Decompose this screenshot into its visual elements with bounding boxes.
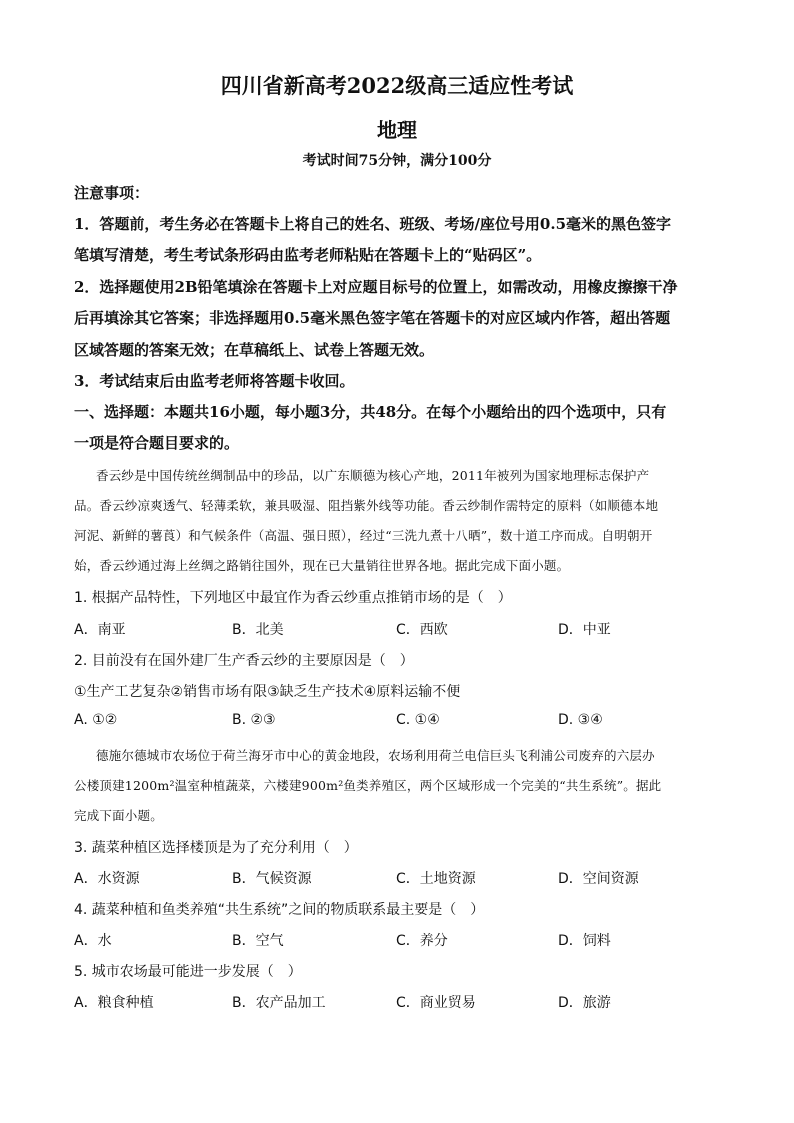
option-b: B．农产品加工 xyxy=(232,995,326,1011)
option-a: A．水资源 xyxy=(74,871,140,887)
passage-line: 香云纱是中国传统丝绸制品中的珍品，以广东顺德为核心产地，2011年被列为国家地理标志保护产 xyxy=(96,468,650,483)
question-options xyxy=(74,712,724,732)
option-c: C．土地资源 xyxy=(396,871,476,887)
passage-line: 品。香云纱凉爽透气、轻薄柔软，兼具吸湿、阻挡紫外线等功能。香云纱制作需特定的原料（如顺德本地 xyxy=(74,498,659,513)
option-c: C．养分 xyxy=(396,933,448,949)
option-a: A．水 xyxy=(74,933,112,949)
option-b: B．北美 xyxy=(232,622,284,638)
passage-line: 公楼顶建1200m²温室种植蔬菜，六楼建900m²鱼类养殖区，两个区域形成一个完美的“共生系统”。据此 xyxy=(74,778,662,793)
question-options xyxy=(74,930,724,950)
option-b: B．气候资源 xyxy=(232,871,312,887)
question-options xyxy=(74,868,724,888)
question-stem: 5. 城市农场最可能进一步发展（ ） xyxy=(74,964,302,980)
passage-line: 德施尔德城市农场位于荷兰海牙市中心的黄金地段，农场利用荷兰电信巨头飞利浦公司废弃的六层办 xyxy=(96,748,655,763)
subject-title: 地理 xyxy=(377,118,417,142)
option-a: A．粮食种植 xyxy=(74,995,154,1011)
question-stem: 2. 目前没有在国外建厂生产香云纱的主要原因是（ ） xyxy=(74,653,414,669)
option-a: A．南亚 xyxy=(74,622,126,638)
question-options xyxy=(74,992,724,1012)
option-c: C．西欧 xyxy=(396,622,448,638)
option-d: D．中亚 xyxy=(558,622,611,638)
notice-line: 后再填涂其它答案；非选择题用0.5毫米黑色签字笔在答题卡的对应区域内作答，超出答题 xyxy=(74,309,671,327)
option-d: D．饲料 xyxy=(558,933,611,949)
notice-line: 2．选择题使用2B铅笔填涂在答题卡上对应题目标号的位置上，如需改动，用橡皮擦擦干净 xyxy=(74,278,678,296)
notice-line: 区域答题的答案无效；在草稿纸上、试卷上答题无效。 xyxy=(74,341,435,359)
notice-line: 笔填写清楚，考生考试条形码由监考老师粘贴在答题卡上的“贴码区”。 xyxy=(74,246,542,264)
passage-line: 始，香云纱通过海上丝绸之路销往国外，现在已大量销往世界各地。据此完成下面小题。 xyxy=(74,558,570,573)
passage-line: 河泥、新鲜的薯莨）和气候条件（高温、强日照），经过“三洗九煮十八晒”，数十道工序而成。自明朝开 xyxy=(74,528,653,543)
question-options xyxy=(74,619,724,639)
passage-line: 完成下面小题。 xyxy=(74,808,163,823)
notice-heading: 注意事项： xyxy=(74,184,150,202)
section-heading: 一、选择题：本题共16小题，每小题3分，共48分。在每个小题给出的四个选项中，只有 xyxy=(74,403,667,421)
notice-line: 3．考试结束后由监考老师将答题卡收回。 xyxy=(74,372,355,390)
question-reasons: ①生产工艺复杂②销售市场有限③缺乏生产技术④原料运输不便 xyxy=(74,684,461,700)
option-d: D. ③④ xyxy=(558,712,603,728)
notice-line: 1．答题前，考生务必在答题卡上将自己的姓名、班级、考场/座位号用0.5毫米的黑色签字 xyxy=(74,215,672,233)
option-c: C. ①④ xyxy=(396,712,440,728)
option-d: D．旅游 xyxy=(558,995,611,1011)
question-stem: 4. 蔬菜种植和鱼类养殖“共生系统”之间的物质联系最主要是（ ） xyxy=(74,902,485,918)
time-info: 考试时间75分钟，满分100分 xyxy=(302,153,492,169)
exam-title: 四川省新高考2022级高三适应性考试 xyxy=(220,73,574,98)
option-b: B. ②③ xyxy=(232,712,276,728)
option-a: A. ①② xyxy=(74,712,118,728)
section-heading-cont: 一项是符合题目要求的。 xyxy=(74,434,240,452)
option-b: B．空气 xyxy=(232,933,284,949)
question-stem: 1. 根据产品特性，下列地区中最宜作为香云纱重点推销市场的是（ ） xyxy=(74,590,512,606)
option-d: D．空间资源 xyxy=(558,871,639,887)
question-stem: 3. 蔬菜种植区选择楼顶是为了充分利用（ ） xyxy=(74,840,358,856)
option-c: C．商业贸易 xyxy=(396,995,476,1011)
